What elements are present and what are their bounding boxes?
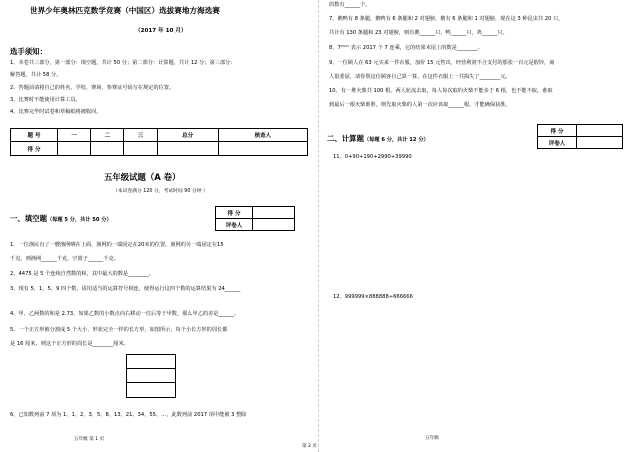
question-3: 3、现有 5，1，5，9 四个数，请用适当的运算符号相连，使得运行这四个数的运算结果为 24______ xyxy=(10,286,241,292)
score-cell[interactable] xyxy=(157,142,218,156)
section-2-title: 二、计算题 xyxy=(327,134,364,143)
score-cell[interactable] xyxy=(58,142,91,156)
question-9-line-1: 9、一位顾人在 63 元买来一件衣服，加价 15 元售出，经营利润不合支付的那张一百元是假钞，商 xyxy=(329,60,555,66)
rect-strip xyxy=(127,355,175,369)
section-1-note: （每题 5 分，共计 50 分） xyxy=(46,217,112,223)
score-table-header: 一 xyxy=(58,129,91,142)
question-7-line-2: 共计有 130 条腿和 23 对翅膀，则有鹅______只，鸭______只，鸡______只。 xyxy=(329,30,508,36)
score-table xyxy=(10,128,308,156)
grader-score-label: 得 分 xyxy=(216,207,253,219)
footer-right: 五年级 xyxy=(425,436,439,441)
grader-score-cell[interactable] xyxy=(577,125,623,137)
question-10-line-1: 10、有一堆火柴共 100 根，两人轮流去取，每人每次取的火柴不能多于 6 根，也不能不取，谁取 xyxy=(329,88,553,94)
score-table-header: 三 xyxy=(124,129,157,142)
exam-title: 五年级试题（A 卷） xyxy=(104,172,181,182)
section-2-heading xyxy=(327,134,429,145)
question-11: 11、0+90+190+2990+39990 xyxy=(333,154,412,160)
notice-line: 2、答题前请将自己的姓名、学校、赛场、参赛证号码写在规定的位置。 xyxy=(10,85,175,91)
footer-center: 第 2 页 xyxy=(302,444,318,449)
notice-line: 解答题，共计 58 分。 xyxy=(10,72,62,78)
section-1-heading xyxy=(10,214,112,225)
score-table-header: 题 号 xyxy=(11,129,58,142)
question-4: 4、甲、乙两数的和是 2.73，如果乙数的小数点向右移动一位后等于甲数，那么甲乙的差是______。 xyxy=(10,311,240,317)
footer-left: 五年级 第 1 页 xyxy=(74,437,105,442)
score-cell[interactable] xyxy=(218,142,307,156)
question-1-line-1: 1、一位渔民有了一艘渔网晒在上面，渔网的一端固定在20米的位置，渔网的另一端固定在15 xyxy=(10,242,224,248)
notice-line: 1、本卷共三部分，第一部分：填空题，共计 50 分；第二部分：计算题，共计 12 分；第三部分： xyxy=(10,60,236,66)
question-6: 6、已知数列前 7 项为 1、1、2、3、5、8、13、21、34、55、…，此数列前 2017 项中能被 3 整除 xyxy=(10,412,247,418)
question-12: 12、999999×888888÷666666 xyxy=(333,294,413,300)
question-9-line-2: 人很委屈，请你帮这位顾客自己算一算，在这件衣服上一共损失了________元。 xyxy=(329,74,511,80)
exam-subtitle: （本试卷满分 120 分，考试时间 90 分钟 ） xyxy=(113,189,208,194)
question-6-tail: 的数有______个。 xyxy=(329,2,371,8)
question-8: 8、7²⁰¹⁷ 表示 2017 个 7 连乘，它的结果末尾上的数是________。 xyxy=(329,45,483,51)
score-cell[interactable] xyxy=(124,142,157,156)
grader-box xyxy=(215,206,295,231)
question-1-line-2: 千克，则渔网______千克，空篮子______千克。 xyxy=(10,256,119,262)
rect-strip xyxy=(127,383,175,396)
grader-score-label: 得 分 xyxy=(538,125,577,137)
section-1-title: 一、填空题 xyxy=(10,214,47,223)
section-2-note: （每题 6 分，共计 12 分） xyxy=(363,137,429,143)
score-table-header: 二 xyxy=(91,129,124,142)
score-table-header: 核查人 xyxy=(218,129,307,142)
question-10-line-2: 到最后一根火柴谁胜，则先取火柴的人第一次应该取______根，才能确保获胜。 xyxy=(329,102,511,108)
notice-line: 3、比赛时不能使用计算工具。 xyxy=(10,97,81,103)
grader-checker-cell[interactable] xyxy=(577,137,623,149)
grader-checker-label: 评卷人 xyxy=(538,137,577,149)
competition-title: 世界少年奥林匹克数学竞赛（中国区）选拔赛地方海选赛 xyxy=(30,6,220,15)
score-table-header: 总分 xyxy=(157,129,218,142)
grader-score-cell[interactable] xyxy=(253,207,295,219)
square-diagram xyxy=(126,354,176,398)
right-page xyxy=(318,0,640,452)
question-7-line-1: 7、鹅鸭有 8 条腿，鹅鸭有 6 条腿和 2 对翅膀，鹅有 6 条腿和 1 对翅膀，现在这 3 种昆虫共 20 只， xyxy=(329,16,564,22)
notice-line: 4、比赛完毕时试卷和草稿纸将被收回。 xyxy=(10,109,102,115)
question-5-line-2: 是 16 厘米，则这个正方形的周长是________厘米。 xyxy=(10,341,129,347)
score-cell[interactable] xyxy=(91,142,124,156)
left-page xyxy=(0,0,318,452)
competition-date: （2017 年 10 月） xyxy=(135,28,187,34)
grader-checker-cell[interactable] xyxy=(253,219,295,231)
rect-strip xyxy=(127,369,175,383)
score-table-row-label: 得 分 xyxy=(11,142,58,156)
question-5-line-1: 5、一个正方形被分割成 5 个大小、形状完全一样的长方形，如图所示，每个小长方形的周长都 xyxy=(10,327,228,333)
question-2: 2、4475 是 5 个连续自然数的和，其中最大的数是________。 xyxy=(10,271,155,277)
grader-checker-label: 评卷人 xyxy=(216,219,253,231)
notice-heading: 选手须知： xyxy=(10,47,47,56)
grader-box-2 xyxy=(537,124,623,149)
